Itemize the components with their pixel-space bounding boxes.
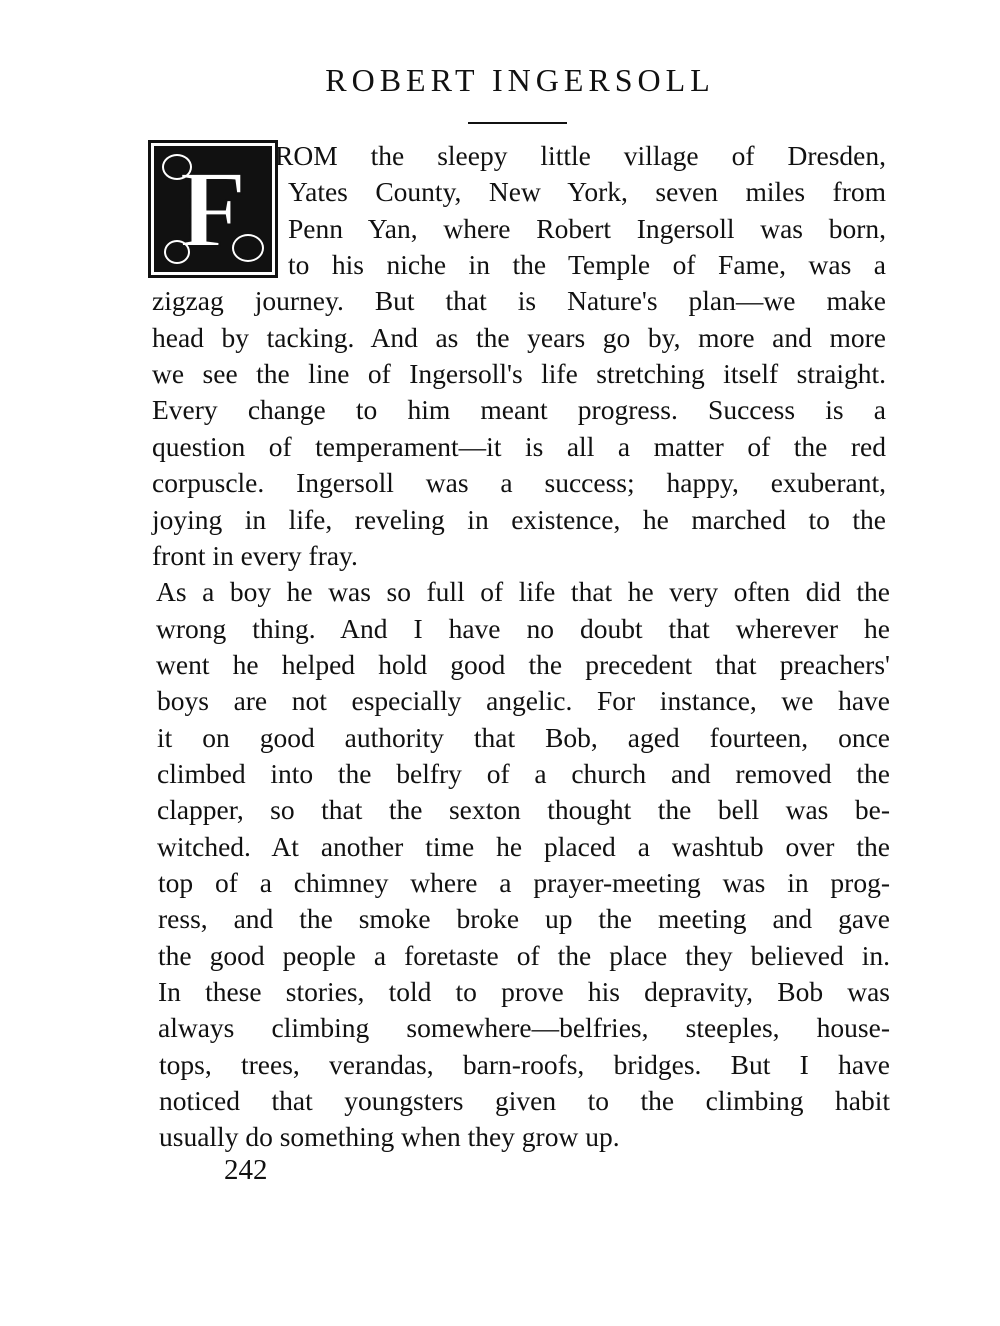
page-number: 242 [224,1154,268,1186]
header-rule [468,122,567,124]
text-line: boys are not especially angelic. For instance, we have [157,685,890,717]
vine-ornament-icon [232,234,264,262]
text-line: usually do something when they grow up. [159,1121,620,1153]
text-line: front in every fray. [152,539,358,571]
text-line: question of temperament—it is all a matter of the red [152,430,886,462]
text-line: it on good authority that Bob, aged fourteen, once [157,721,890,753]
text-line: noticed that youngsters given to the climbing habit [159,1085,890,1117]
text-line: head by tacking. And as the years go by, more and more [152,321,886,353]
text-line: joying in life, reveling in existence, he marched to the [152,503,886,535]
text-line: As a boy he was so full of life that he very often did the [156,576,890,608]
text-line: In these stories, told to prove his depravity, Bob was [158,976,890,1008]
text-line: the good people a foretaste of the place they believed in. [158,939,890,971]
vine-ornament-icon [164,240,190,264]
text-line: climbed into the belfry of a church and removed the [157,757,890,789]
text-line: tops, trees, verandas, barn-roofs, bridges. But I have [159,1048,890,1080]
text-line: ROM the sleepy little village of Dresden, [275,140,886,171]
text-line: clapper, so that the sexton thought the bell was be- [157,794,890,826]
text-line: ress, and the smoke broke up the meeting and gave [158,903,890,935]
running-header: ROBERT INGERSOLL [325,62,715,98]
text-line: zigzag journey. But that is Nature's plan—we make [152,285,886,317]
text-line: Every change to him meant progress. Success is a [152,394,886,426]
text-line: went he helped hold good the precedent that preachers' [156,648,890,680]
vine-ornament-icon [162,154,192,180]
text-line: Penn Yan, where Robert Ingersoll was born, [288,212,886,244]
text-line: to his niche in the Temple of Fame, was a [288,249,886,281]
text-line: corpuscle. Ingersoll was a success; happy, exuberant, [152,467,886,499]
text-line: always climbing somewhere—belfries, steeples, house- [158,1012,890,1044]
ornamental-drop-cap [148,140,278,278]
text-line: wrong thing. And I have no doubt that wherever he [156,612,890,644]
text-line: we see the line of Ingersoll's life stretching itself straight. [152,358,886,390]
drop-cap-letter: F [179,148,247,270]
text-line: Yates County, New York, seven miles from [288,176,886,208]
text-line: witched. At another time he placed a washtub over the [157,830,890,862]
text-line: top of a chimney where a prayer-meeting was in prog- [158,867,890,898]
